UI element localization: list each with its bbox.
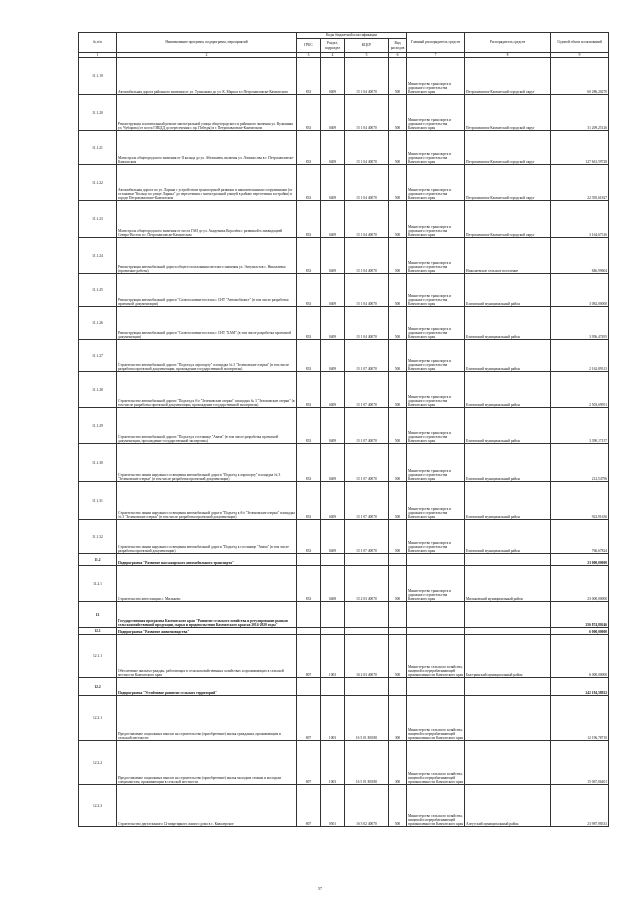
row-name: Строительство автомобильной дороги "Подъезд к б/о "Зеленовские озерки" площадка № 3 "Зеленовские озерки" (в том числе разработка проектной документации, прохождение государственной экспертизы) — [117, 372, 297, 408]
row-recipient — [465, 628, 551, 635]
row-grbs: 833 — [297, 58, 321, 95]
row-vr: 500 — [389, 444, 407, 482]
row-ksr: 16 5 02 40070 — [345, 785, 389, 827]
row-main-manager: Министерство транспорта и дорожного строительства Камчатского края — [407, 408, 465, 444]
row-name: Строительство линии наружного освещения автомобильной дороги "Подъезд к б/о "Зеленовские озерки" площадка № 3 "Зеленовские озерки" (в том числе разработка проектной документации) — [117, 482, 297, 520]
column-number: 8 — [465, 53, 551, 58]
table-row — [79, 678, 609, 696]
row-main-manager: Министерство транспорта и дорожного строительства Камчатского края — [407, 340, 465, 372]
row-ksr: 15 1 07 40070 — [345, 444, 389, 482]
row-ksr: 15 2 03 40070 — [345, 566, 389, 602]
row-razdel: 0409 — [321, 58, 345, 95]
row-name: Подпрограмма "Развитие животноводства" — [117, 628, 297, 635]
header-grbs: ГРБС — [297, 39, 321, 53]
row-razdel — [321, 602, 345, 628]
row-recipient — [465, 554, 551, 566]
row-grbs: 833 — [297, 408, 321, 444]
row-grbs — [297, 628, 321, 635]
table-row — [79, 785, 609, 827]
table-row — [79, 408, 609, 444]
row-razdel: 0409 — [321, 340, 345, 372]
row-grbs: 807 — [297, 741, 321, 785]
row-vr: 500 — [389, 201, 407, 238]
row-razdel: 0409 — [321, 444, 345, 482]
table-row — [79, 741, 609, 785]
row-number: 11.1.26 — [79, 307, 117, 340]
row-razdel — [321, 678, 345, 696]
row-number: 12 — [79, 602, 117, 628]
row-vr: 500 — [389, 238, 407, 274]
column-number: 5 — [345, 53, 389, 58]
row-name: Предоставление социальных выплат на строительство (приобретение) жилья гражданам, проживающим в сельской местности — [117, 696, 297, 741]
row-vr: 500 — [389, 95, 407, 131]
row-number: 11.1.30 — [79, 444, 117, 482]
row-vr: 500 — [389, 340, 407, 372]
table-row — [79, 307, 609, 340]
table-row — [79, 340, 609, 372]
row-number: 11.1.28 — [79, 372, 117, 408]
row-number: 11.1.24 — [79, 238, 117, 274]
row-number: 12.2 — [79, 678, 117, 696]
row-ksr: 15 1 07 40070 — [345, 408, 389, 444]
row-vr — [389, 678, 407, 696]
table-row — [79, 602, 609, 628]
row-vr: 500 — [389, 566, 407, 602]
row-recipient: Елизовский муниципальный район — [465, 520, 551, 554]
row-ksr: 15 1 04 40070 — [345, 58, 389, 95]
row-recipient: Николаевское сельское поселение — [465, 238, 551, 274]
row-number: 12.2.3 — [79, 785, 117, 827]
row-razdel: 0501 — [321, 785, 345, 827]
row-grbs: 807 — [297, 635, 321, 678]
row-main-manager: Министерство сельского хозяйства, пищевой и перерабатывающей промышленности Камчатского края — [407, 785, 465, 827]
row-name: Предоставление социальных выплат на строительство (приобретение) жилья молодым семьям и молодым специалистам, проживающим в сельской местности — [117, 741, 297, 785]
row-name: Автомобильная дорога районного значения от ул. Тушканова до ул. К. Маркса в г.Петропавловске-Камчатском — [117, 58, 297, 95]
row-volume: 12 196,78710 — [551, 696, 609, 741]
row-grbs: 833 — [297, 238, 321, 274]
row-vr: 500 — [389, 131, 407, 165]
row-number: 11.2.1 — [79, 566, 117, 602]
row-grbs: 833 — [297, 444, 321, 482]
row-volume: 23 000,00000 — [551, 554, 609, 566]
header-number: № п/п — [79, 33, 117, 53]
row-main-manager: Министерство транспорта и дорожного строительства Камчатского края — [407, 372, 465, 408]
row-grbs: 807 — [297, 785, 321, 827]
row-number: 11.1.27 — [79, 340, 117, 372]
page-number: 57 — [318, 886, 322, 891]
row-vr — [389, 602, 407, 628]
row-volume: 256 874,80246 — [551, 602, 609, 628]
row-main-manager — [407, 554, 465, 566]
row-number: 12.1.1 — [79, 635, 117, 678]
row-razdel: 0409 — [321, 131, 345, 165]
row-name: Строительство двухэтажного 12-квартирного жилого дома в с. Кавалерское — [117, 785, 297, 827]
row-vr: 500 — [389, 482, 407, 520]
row-ksr: 15 1 04 40070 — [345, 307, 389, 340]
row-name: Подпрограмма "Устойчивое развитие сельских территорий" — [117, 678, 297, 696]
row-number: 11.1.31 — [79, 482, 117, 520]
column-number: 2 — [117, 53, 297, 58]
row-ksr: 15 1 07 40070 — [345, 482, 389, 520]
row-volume: 60 286,20270 — [551, 58, 609, 95]
row-ksr: 15 1 04 40070 — [345, 201, 389, 238]
row-recipient — [465, 602, 551, 628]
row-grbs: 833 — [297, 482, 321, 520]
row-ksr: 15 1 04 40070 — [345, 165, 389, 201]
row-main-manager: Министерство транспорта и дорожного строительства Камчатского края — [407, 566, 465, 602]
row-volume: 3 082,00000 — [551, 274, 609, 307]
row-number: 11.1.20 — [79, 95, 117, 131]
row-grbs — [297, 678, 321, 696]
row-recipient: Петропавловск-Камчатский городской округ — [465, 201, 551, 238]
row-number: 11.1.23 — [79, 201, 117, 238]
table-row — [79, 635, 609, 678]
row-name: Реконструкция автомобильной дороги "Салюта имени-поселка с СНТ "БАМ" (в том числе разработка проектной документации) — [117, 307, 297, 340]
row-ksr: 16 2 03 40070 — [345, 635, 389, 678]
row-vr: 500 — [389, 408, 407, 444]
row-recipient — [465, 741, 551, 785]
header-name: Наименование программ, подпрограмм, мероприятий — [117, 33, 297, 53]
row-number: 11.1.22 — [79, 165, 117, 201]
row-grbs: 833 — [297, 340, 321, 372]
row-grbs: 833 — [297, 520, 321, 554]
row-volume: 6 000,00000 — [551, 635, 609, 678]
row-vr: 500 — [389, 58, 407, 95]
row-ksr: 15 1 04 40070 — [345, 131, 389, 165]
row-name: Государственная программа Камчатского края "Развитие сельского хозяйства и регулирование рынков сельскохозяйственной продукции, сырья и продовольствия Камчатского края на 2014-2020 годы" — [117, 602, 297, 628]
row-number: 11.1.25 — [79, 274, 117, 307]
row-main-manager: Министерство транспорта и дорожного строительства Камчатского края — [407, 58, 465, 95]
table-header — [79, 33, 609, 58]
row-recipient: Елизовский муниципальный район — [465, 307, 551, 340]
row-number: 11.1.29 — [79, 408, 117, 444]
row-recipient: Елизовский муниципальный район — [465, 408, 551, 444]
table-row — [79, 696, 609, 741]
column-number: 1 — [79, 53, 117, 58]
row-razdel: 0409 — [321, 201, 345, 238]
row-volume: 23 987,98333 — [551, 785, 609, 827]
row-recipient: Елизовский муниципальный район — [465, 444, 551, 482]
row-grbs — [297, 554, 321, 566]
table-row — [79, 444, 609, 482]
column-number: 6 — [389, 53, 407, 58]
table-row — [79, 274, 609, 307]
row-main-manager — [407, 678, 465, 696]
row-volume: 31 209,25126 — [551, 95, 609, 131]
row-grbs: 833 — [297, 131, 321, 165]
header-main-manager: Главный распорядитель средств — [407, 33, 465, 53]
row-razdel: 0409 — [321, 274, 345, 307]
row-grbs — [297, 602, 321, 628]
row-recipient — [465, 678, 551, 696]
row-main-manager: Министерство транспорта и дорожного строительства Камчатского края — [407, 274, 465, 307]
row-name: Строительство автомобильной дороги "Подъезд к гостинице "Авача" (в том числе разработка проектной документации, прохождение государственной экспертизы) — [117, 408, 297, 444]
row-number: 11.1.21 — [79, 131, 117, 165]
table-row — [79, 165, 609, 201]
row-main-manager: Министерство сельского хозяйства, пищевой и перерабатывающей промышленности Камчатского края — [407, 635, 465, 678]
table-row — [79, 628, 609, 635]
row-razdel: 0409 — [321, 165, 345, 201]
row-vr: 500 — [389, 307, 407, 340]
row-razdel: 0408 — [321, 566, 345, 602]
row-main-manager: Министерство сельского хозяйства, пищевой и перерабатывающей промышленности Камчатского края — [407, 741, 465, 785]
budget-table — [78, 32, 609, 827]
row-razdel: 1003 — [321, 696, 345, 741]
row-main-manager: Министерство транспорта и дорожного строительства Камчатского края — [407, 165, 465, 201]
row-main-manager: Министерство транспорта и дорожного строительства Камчатского края — [407, 201, 465, 238]
row-razdel: 1003 — [321, 635, 345, 678]
row-volume: 846,99604 — [551, 238, 609, 274]
row-vr: 300 — [389, 741, 407, 785]
header-recipient: Распорядитель средств — [465, 33, 551, 53]
row-vr: 500 — [389, 274, 407, 307]
row-grbs: 833 — [297, 201, 321, 238]
row-recipient: Быстринский муниципальный район — [465, 635, 551, 678]
row-ksr: 15 1 07 40070 — [345, 340, 389, 372]
row-ksr: 15 1 04 40070 — [345, 95, 389, 131]
row-main-manager: Министерство транспорта и дорожного строительства Камчатского края — [407, 482, 465, 520]
row-volume: 22 395,61827 — [551, 165, 609, 201]
row-volume: 3 164,67316 — [551, 201, 609, 238]
row-ksr: 15 1 04 40070 — [345, 274, 389, 307]
row-volume: 3 956,47495 — [551, 307, 609, 340]
row-volume: 3 390,17157 — [551, 408, 609, 444]
row-ksr — [345, 554, 389, 566]
row-recipient: Мильковский муниципальный район — [465, 566, 551, 602]
row-name: Реконструкция автомобильной дороги "Салюта имени-поселка с СНТ "Автомобилист" (в том числе разработка проектной документации) — [117, 274, 297, 307]
row-razdel: 0409 — [321, 307, 345, 340]
row-name: Строительство линии наружного освещения автомобильной дороги "Подъезд к аэропорту" площадка № 3 "Зеленовские озерки" (в том числе разработка проектной документации) — [117, 444, 297, 482]
column-number: 9 — [551, 53, 609, 58]
table-row — [79, 520, 609, 554]
row-razdel: 0409 — [321, 238, 345, 274]
row-razdel: 0409 — [321, 95, 345, 131]
row-ksr — [345, 678, 389, 696]
table-row — [79, 554, 609, 566]
header-volume: Годовой объем ассигнований — [551, 33, 609, 53]
row-recipient: Петропавловск-Камчатский городской округ — [465, 131, 551, 165]
row-ksr — [345, 602, 389, 628]
row-name: Реконструкция автомобильной дороги общего пользования местного значения ул. Энтузиастов с. Николаевка (проектные работы) — [117, 238, 297, 274]
row-number: 12.2.2 — [79, 741, 117, 785]
row-volume: 923,91636 — [551, 482, 609, 520]
row-main-manager: Министерство транспорта и дорожного строительства Камчатского края — [407, 444, 465, 482]
row-razdel: 1003 — [321, 741, 345, 785]
header-ksr: КЦСР — [345, 39, 389, 53]
row-vr — [389, 628, 407, 635]
row-razdel — [321, 554, 345, 566]
table-row — [79, 372, 609, 408]
row-grbs: 807 — [297, 696, 321, 741]
row-vr: 500 — [389, 520, 407, 554]
row-main-manager: Министерство транспорта и дорожного строительства Камчатского края — [407, 95, 465, 131]
table-body — [79, 58, 609, 827]
table-row — [79, 201, 609, 238]
row-vr: 500 — [389, 165, 407, 201]
row-vr: 300 — [389, 696, 407, 741]
row-volume: 6 000,00000 — [551, 628, 609, 635]
row-name: Магистраль общегородского значения от II кольца до ул. Абеляшева, включая ул. Ломоносова в г. Петропавловске-Камчатском — [117, 131, 297, 165]
row-volume: 127 661,59728 — [551, 131, 609, 165]
row-ksr: 15 1 07 40070 — [345, 520, 389, 554]
row-recipient: Алеутский муниципальный район — [465, 785, 551, 827]
row-volume: 242 194,58922 — [551, 678, 609, 696]
row-number: 11.1.19 — [79, 58, 117, 95]
row-ksr: 16 5 01 R0180 — [345, 741, 389, 785]
row-recipient: Елизовский муниципальный район — [465, 482, 551, 520]
row-recipient: Елизовский муниципальный район — [465, 274, 551, 307]
header-codes: Коды бюджетной классификации — [297, 33, 407, 39]
table-row — [79, 566, 609, 602]
row-ksr: 15 1 07 40070 — [345, 372, 389, 408]
row-number: 11.2 — [79, 554, 117, 566]
row-recipient: Петропавловск-Камчатский городской округ — [465, 58, 551, 95]
header-razdel: Раздел, подраздел — [321, 39, 345, 53]
row-main-manager: Министерство транспорта и дорожного строительства Камчатского края — [407, 131, 465, 165]
table-row — [79, 58, 609, 95]
column-number: 3 — [297, 53, 321, 58]
row-name: Строительство автостанции с. Мильково — [117, 566, 297, 602]
row-vr — [389, 554, 407, 566]
row-number: 11.1.32 — [79, 520, 117, 554]
row-main-manager: Министерство транспорта и дорожного строительства Камчатского края — [407, 307, 465, 340]
row-main-manager: Министерство сельского хозяйства, пищевой и перерабатывающей промышленности Камчатского края — [407, 696, 465, 741]
row-recipient: Петропавловск-Камчатский городской округ — [465, 165, 551, 201]
row-name: Строительство линии наружного освещения автомобильной дороги "Подъезд к гостинице "Авача" (в том числе разработка проектной документации) — [117, 520, 297, 554]
row-vr: 500 — [389, 635, 407, 678]
row-grbs: 833 — [297, 95, 321, 131]
row-volume: 212,54796 — [551, 444, 609, 482]
row-razdel: 0409 — [321, 482, 345, 520]
row-razdel: 0409 — [321, 408, 345, 444]
row-name: Подпрограмма "Развитие пассажирского автомобильного транспорта" — [117, 554, 297, 566]
table-row — [79, 238, 609, 274]
row-recipient: Петропавловск-Камчатский городской округ — [465, 95, 551, 131]
row-grbs: 833 — [297, 372, 321, 408]
row-name: Магистраль общегородского значения от поста ГАИ до ул. Академика Королёва с развязкой и ликвидацией Северо-Восток в г. Петропавловске-Камчатском — [117, 201, 297, 238]
row-main-manager — [407, 628, 465, 635]
row-name: Строительство автомобильной дороги "Подъезд к аэропорту" площадка № 3 "Зеленовские озерки" (в том числе разработка проектной документации, прохождение государственной экспертизы) — [117, 340, 297, 372]
row-main-manager — [407, 602, 465, 628]
row-volume: 766,67824 — [551, 520, 609, 554]
row-vr: 500 — [389, 372, 407, 408]
row-volume: 2 503,69951 — [551, 372, 609, 408]
header-vr: Вид расходов — [389, 39, 407, 53]
row-number: 12.1 — [79, 628, 117, 635]
row-ksr — [345, 628, 389, 635]
table-row — [79, 95, 609, 131]
row-main-manager: Министерство транспорта и дорожного строительства Камчатского края — [407, 238, 465, 274]
row-ksr: 16 5 01 R0180 — [345, 696, 389, 741]
column-number: 7 — [407, 53, 465, 58]
column-number: 4 — [321, 53, 345, 58]
row-recipient — [465, 696, 551, 741]
row-grbs: 833 — [297, 274, 321, 307]
row-main-manager: Министерство транспорта и дорожного строительства Камчатского края — [407, 520, 465, 554]
document-sheet — [78, 32, 608, 827]
row-razdel: 0409 — [321, 372, 345, 408]
row-volume: 2 162,89313 — [551, 340, 609, 372]
row-grbs: 833 — [297, 165, 321, 201]
row-number: 12.2.1 — [79, 696, 117, 741]
row-grbs: 833 — [297, 307, 321, 340]
table-row — [79, 131, 609, 165]
row-recipient: Елизовский муниципальный район — [465, 372, 551, 408]
row-name: Обеспечение жильем граждан, работающих в сельскохозяйственных хозяйствах и проживающих в сельской местности Камчатского края — [117, 635, 297, 678]
row-name: Реконструкция и капитальный ремонт магистральной улицы общегородского и районного значения ул. Вулканная ул. Чубарова (от поста ГИБДД до пересечения с пр. Победы) в г. Петропавловске-Камчатском — [117, 95, 297, 131]
row-name: Автомобильная дорога по ул. Ларина с устройством транспортной развязки и накопительными сооружениями (от остановки "Кольцо по улице Ларина" до пересечения с магистральной улицей в районе пересечения застройки) в городе Петропавловске-Камчатском — [117, 165, 297, 201]
row-ksr: 15 1 04 40070 — [345, 238, 389, 274]
row-volume: 15 067,06401 — [551, 741, 609, 785]
table-row — [79, 482, 609, 520]
row-razdel: 0409 — [321, 520, 345, 554]
row-recipient: Елизовский муниципальный район — [465, 340, 551, 372]
row-razdel — [321, 628, 345, 635]
row-volume: 23 000,00000 — [551, 566, 609, 602]
row-vr: 500 — [389, 785, 407, 827]
row-grbs: 833 — [297, 566, 321, 602]
